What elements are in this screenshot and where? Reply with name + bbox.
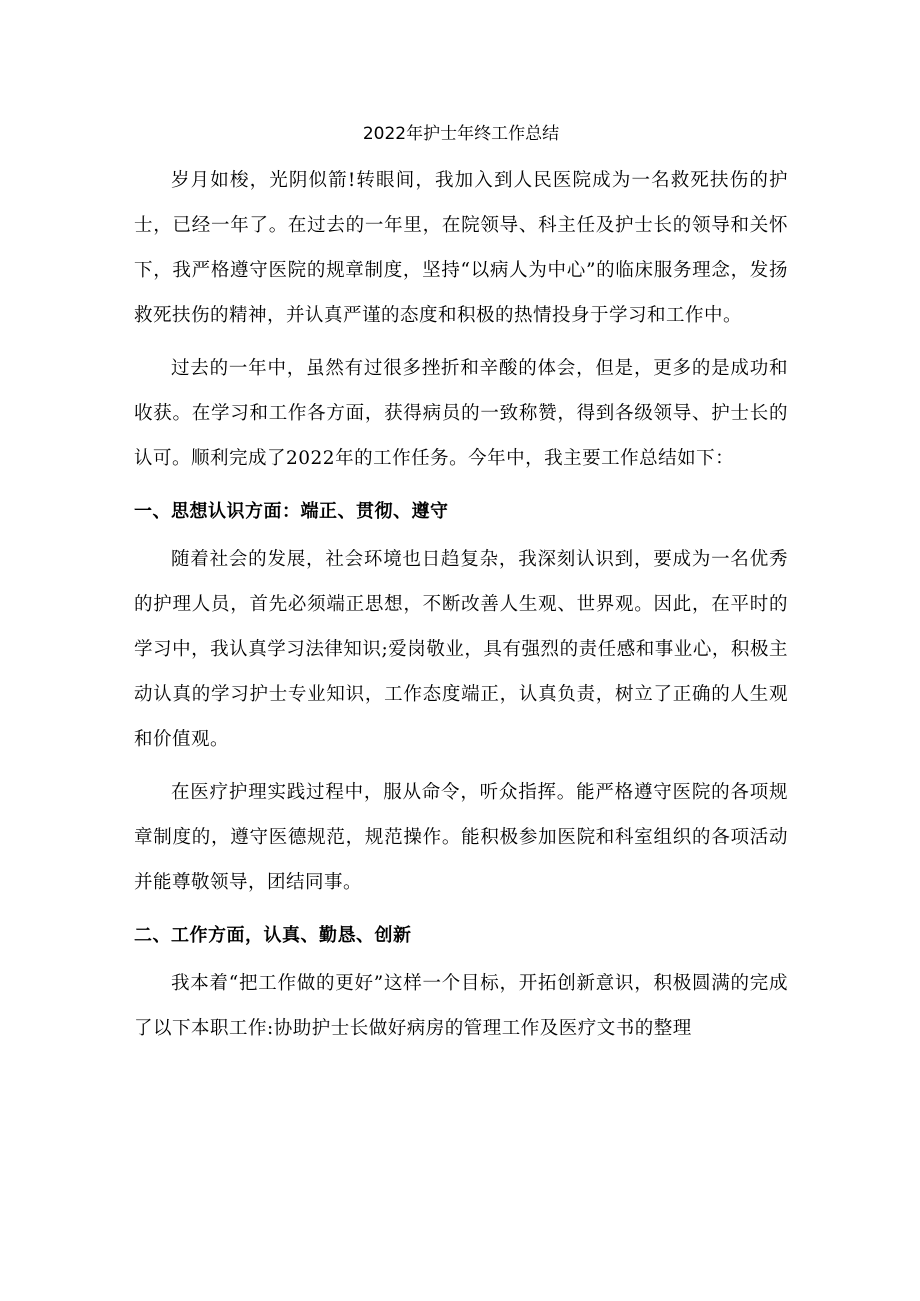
intro-paragraph-2: 过去的一年中，虽然有过很多挫折和辛酸的体会，但是，更多的是成功和收获。在学习和工作各方面，获得病员的一致称赞，得到各级领导、护士长的认可。顺利完成了2022年的工作任务。今年中，我主要工作总结如下：	[134, 358, 788, 469]
section-1-paragraph-2: 在医疗护理实践过程中，服从命令，听众指挥。能严格遵守医院的各项规章制度的，遵守医德规范，规范操作。能积极参加医院和科室组织的各项活动并能尊敬领导，团结同事。	[134, 782, 788, 893]
section-heading-work: 二、工作方面，认真、勤恳、创新	[134, 925, 412, 946]
document-page	[134, 118, 788, 1059]
section-2-paragraph-1: 我本着“把工作做的更好”这样一个目标，开拓创新意识，积极圆满的完成了以下本职工作:协助护士长做好病房的管理工作及医疗文书的整理	[134, 973, 788, 1039]
intro-paragraph-1: 岁月如梭，光阴似箭!转眼间，我加入到人民医院成为一名救死扶伤的护士，已经一年了。在过去的一年里，在院领导、科主任及护士长的领导和关怀下，我严格遵守医院的规章制度，坚持“以病人为中心”的临床服务理念，发扬救死扶伤的精神，并认真严谨的态度和积极的热情投身于学习和工作中。	[134, 170, 788, 326]
document-title: 2022年护士年终工作总结	[362, 124, 560, 144]
section-heading-ideology: 一、思想认识方面：端正、贯彻、遵守	[134, 501, 449, 522]
section-1-paragraph-1: 随着社会的发展，社会环境也日趋复杂，我深刻认识到，要成为一名优秀的护理人员，首先必须端正思想，不断改善人生观、世界观。因此，在平时的学习中，我认真学习法律知识;爱岗敬业，具有强烈的责任感和事业心，积极主动认真的学习护士专业知识，工作态度端正，认真负责，树立了正确的人生观和价值观。	[134, 549, 788, 750]
